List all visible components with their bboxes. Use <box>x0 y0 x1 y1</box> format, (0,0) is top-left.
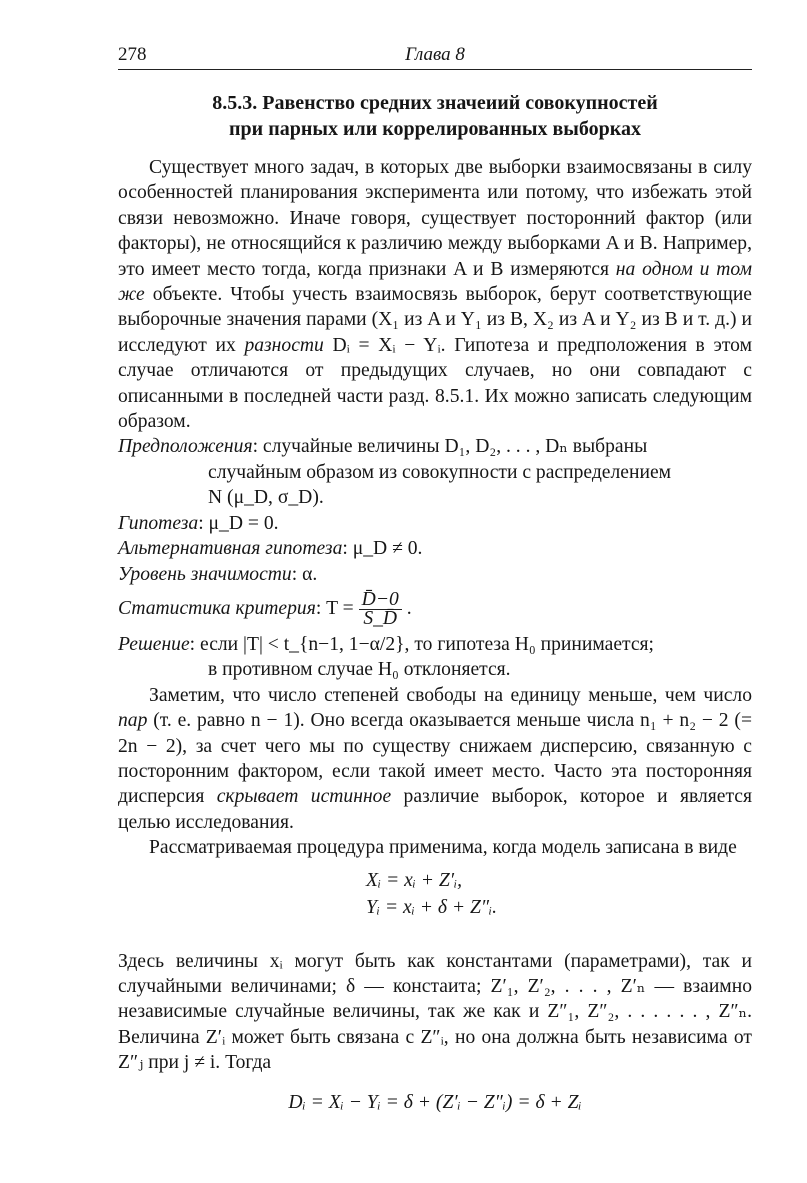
paragraph-text: (т. е. равно n − 1). Оно всегда оказывается меньше числа n₁ + n₂ − 2 (= 2n − 2), за счет чего мы по существу снижаем дисперсию, связанную с посторонним фактором, если такой имеет место. Часто эта посторонняя дисперсия <box>118 710 752 808</box>
statistic-end: . <box>406 597 412 619</box>
header-rule <box>118 69 752 70</box>
paragraph-text: различие выборок, которое и является целью исследования. <box>118 786 752 833</box>
model-equation-1: Xᵢ = xᵢ + Z′ᵢ, <box>366 869 463 891</box>
section-title-line-2: при парных или коррелированных выборках <box>229 118 641 140</box>
statistic-fraction <box>359 588 402 629</box>
hypothesis-text: : μ_D = 0. <box>198 512 279 534</box>
paragraph-variables: Здесь величины xᵢ могут быть как константами (параметрами), так и случайными величинами; δ — констаита; Z′₁, Z′₂, . . . , Z′ₙ — взаимно независимые случайные величины, так же как и Z″₁, Z″₂, . . . . . . , Z″ₙ. Величина Z′ᵢ может быть связана с Z″ᵢ, но она должна быть независима от Z″ⱼ при j ≠ i. Тогда <box>118 950 752 1074</box>
significance-text: : α. <box>291 563 318 585</box>
assumptions-block <box>118 434 752 510</box>
paragraph-intro <box>118 155 752 434</box>
model-equations <box>366 867 752 921</box>
paragraph-model-intro: Рассматриваемая процедура применима, когда модель записана в виде <box>149 837 737 859</box>
alt-hypothesis-line <box>118 536 752 561</box>
model-equation-2: Yᵢ = xᵢ + δ + Z″ᵢ. <box>366 896 498 918</box>
fraction-numerator: D̄−0 <box>359 591 402 610</box>
emphasis-text: пар <box>118 710 148 732</box>
emphasis-text: разности <box>244 334 324 356</box>
statistic-lhs: : T = <box>315 597 354 619</box>
hypothesis-line <box>118 511 752 536</box>
decision-block <box>118 632 752 683</box>
significance-line <box>118 562 752 587</box>
section-title-line-1: 8.5.3. Равенство средних значеиий совокупностей <box>212 92 658 114</box>
statistic-label: Статистика критерия <box>118 597 316 619</box>
page-header <box>118 44 752 68</box>
assumptions-line-2: случайным образом из совокупности с распределением <box>208 461 672 483</box>
statistic-line <box>118 588 752 629</box>
section-title <box>118 90 752 142</box>
assumptions-line-1: : случайные величины D₁, D₂, . . . , Dₙ выбраны <box>252 436 648 458</box>
paragraph-text: Существует много задач, в которых две выборки взаимосвязаны в силу особенностей планирования эксперимента или потому, что избежать этой связи невозможно. Иначе говоря, существует посторонний фактор (или факторы), не относящийся к различию между выборками A и B. Например, это имеет место тогда, когда признаки A и B измеряются <box>118 157 752 280</box>
hypothesis-label: Гипотеза <box>118 512 199 534</box>
fraction-denominator: S_D̄ <box>363 607 398 629</box>
paragraph-text: Dᵢ = Xᵢ − Yᵢ. Гипотеза и предположения в этом случае отличаются от предыдущих случаев, но они совпадают с описанными в последней части разд. 8.5.1. Их можно записать следующим образом. <box>118 334 752 433</box>
running-title: Глава 8 <box>405 44 465 65</box>
assumptions-label: Предположения <box>118 436 253 458</box>
assumptions-line-3: N (μ_D, σ_D). <box>208 487 324 509</box>
emphasis-text: на одном и том же <box>118 258 752 306</box>
significance-label: Уровень значимости <box>118 563 292 585</box>
page-number: 278 <box>118 44 147 65</box>
emphasis-text: скрывает истинное <box>216 786 392 808</box>
spacer <box>118 921 752 949</box>
paragraph-degrees <box>118 683 752 835</box>
decision-line-1: : если |T| < t_{n−1, 1−α/2}, то гипотеза H₀ принимается; <box>189 633 654 655</box>
final-equation: Dᵢ = Xᵢ − Yᵢ = δ + (Z′ᵢ − Z″ᵢ) = δ + Zᵢ <box>288 1091 582 1113</box>
decision-label: Решение <box>118 633 190 655</box>
paragraph-text: объекте. Чтобы учесть взаимосвязь выборок, берут соответствующие выборочные значения парами (X₁ из A и Y₁ из B, X₂ из A и Y₂ из B и т. д.) и исследуют их <box>118 284 752 356</box>
decision-line-2: в противном случае H₀ отклоняется. <box>208 659 511 681</box>
alt-hypothesis-text: : μ_D ≠ 0. <box>342 538 423 560</box>
page-body <box>118 155 752 1115</box>
alt-hypothesis-label: Альтернативная гипотеза <box>118 538 343 560</box>
paragraph-text: Заметим, что число степеней свободы на единицу меньше, чем число <box>149 684 752 706</box>
